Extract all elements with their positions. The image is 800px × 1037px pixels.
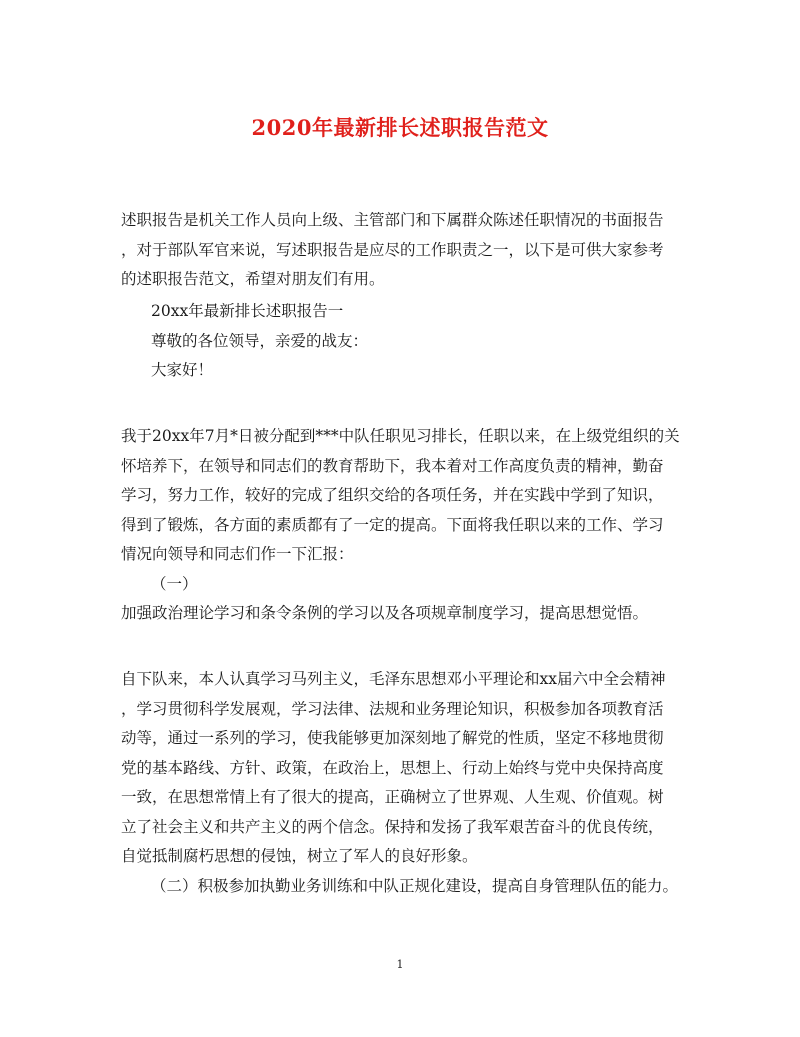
opening-block xyxy=(121,297,681,386)
paragraph-2 xyxy=(121,665,681,901)
paragraph-line: 我于20xx年7月*日被分配到***中队任职见习排长，任职以来，在上级党组织的关 xyxy=(121,427,680,445)
paragraph-line: 党的基本路线、方针、政策，在政治上，思想上、行动上始终与党中央保持高度 xyxy=(121,758,664,777)
paragraph-line: 得到了锻炼，各方面的素质都有了一定的提高。下面将我任职以来的工作、学习 xyxy=(121,515,664,534)
greeting: 大家好！ xyxy=(151,361,214,379)
section-2-title: （二）积极参加执勤业务训练和中队正规化建设，提高自身管理队伍的能力。 xyxy=(151,876,679,895)
report-heading: 20xx年最新排长述职报告一 xyxy=(151,302,344,320)
paragraph-line: 动等，通过一系列的学习，使我能够更加深刻地了解党的性质，坚定不移地贯彻 xyxy=(121,729,664,747)
intro-line: 的述职报告范文，希望对朋友们有用。 xyxy=(121,270,385,288)
paragraph-line: 自下队来，本人认真学习马列主义，毛泽东思想邓小平理论和xx届六中全会精神 xyxy=(121,670,666,688)
section-1-number: （一） xyxy=(151,574,198,593)
paragraph-line: 学习，努力工作，较好的完成了组织交给的各项任务，并在实践中学到了知识， xyxy=(121,486,664,504)
paragraph-line: 怀培养下，在领导和同志们的教育帮助下，我本着对工作高度负责的精神，勤奋 xyxy=(121,456,664,475)
salutation: 尊敬的各位领导，亲爱的战友： xyxy=(151,331,369,350)
paragraph-line: 情况向领导和同志们作一下汇报： xyxy=(121,545,354,563)
paragraph-line: 自觉抵制腐朽思想的侵蚀，树立了军人的良好形象。 xyxy=(121,847,478,865)
page-number: 1 xyxy=(396,958,404,971)
paragraph-line: 一致，在思想常情上有了很大的提高，正确树立了世界观、人生观、价值观。树 xyxy=(121,788,664,806)
paragraph-1 xyxy=(121,422,681,629)
intro-paragraph xyxy=(121,206,681,295)
document-title: 2020年最新排长述职报告范文 xyxy=(251,115,549,140)
intro-line: 述职报告是机关工作人员向上级、主管部门和下属群众陈述任职情况的书面报告 xyxy=(121,211,664,229)
paragraph-line: ，学习贯彻科学发展观，学习法律、法规和业务理论知识，积极参加各项教育活 xyxy=(121,699,664,718)
paragraph-line: 立了社会主义和共产主义的两个信念。保持和发扬了我军艰苦奋斗的优良传统， xyxy=(121,817,664,836)
section-1-title: 加强政治理论学习和条令条例的学习以及各项规章制度学习，提高思想觉悟。 xyxy=(121,604,649,622)
intro-line: ，对于部队军官来说，写述职报告是应尽的工作职责之一，以下是可供大家参考 xyxy=(121,240,664,259)
